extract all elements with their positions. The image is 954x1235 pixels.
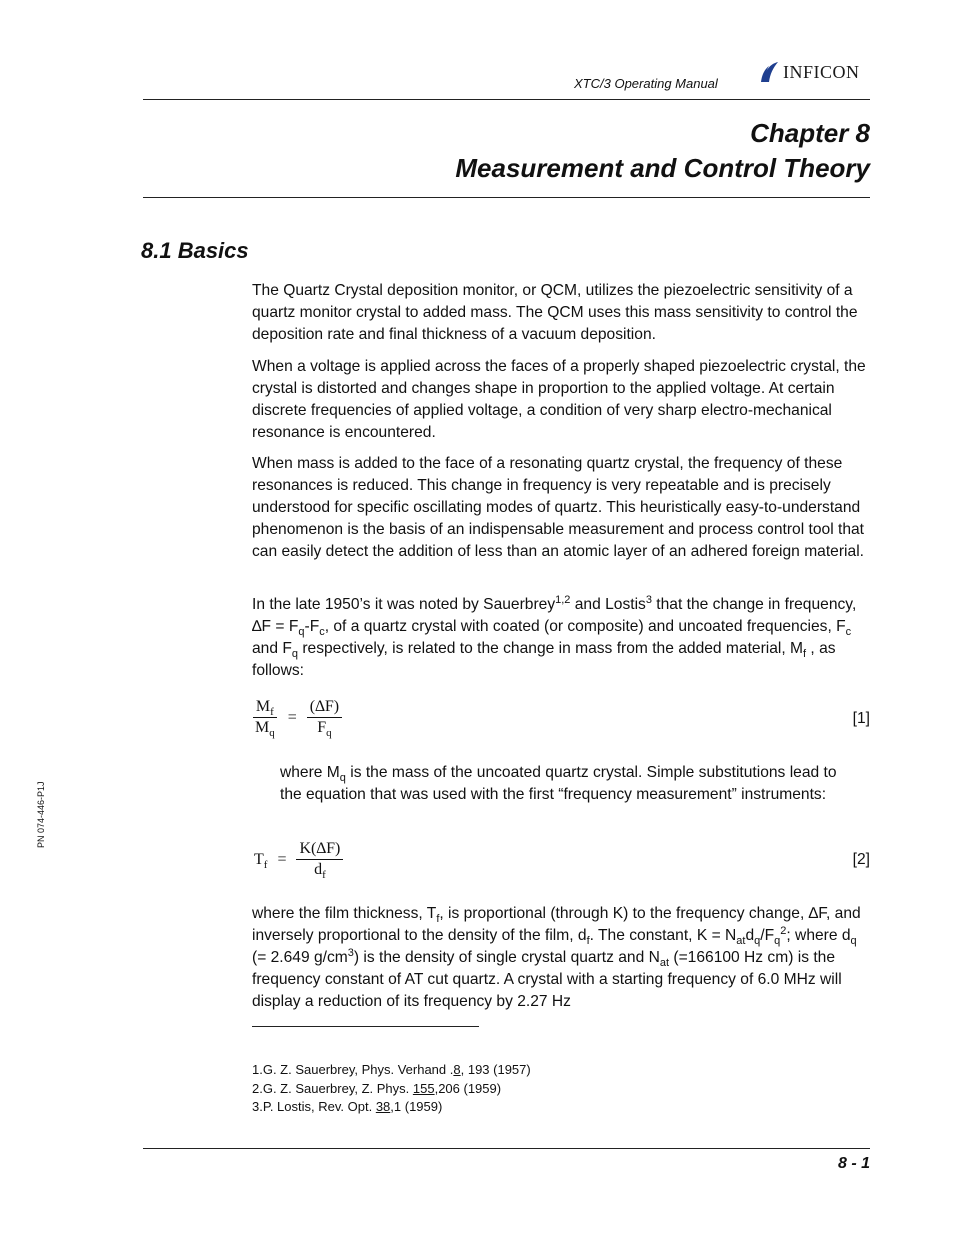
- footnote-1: 1.G. Z. Sauerbrey, Phys. Verhand .8, 193 (1957): [252, 1062, 531, 1077]
- section-heading: 8.1 Basics: [141, 238, 249, 263]
- manual-title: XTC/3 Operating Manual: [574, 76, 718, 91]
- footnote-3: 3.P. Lostis, Rev. Opt. 38,1 (1959): [252, 1099, 443, 1114]
- header-rule: [143, 99, 870, 100]
- equation-2-rhs: $\frac{K(\Delta F)}{d_f}$: [296, 840, 343, 879]
- footer-rule: [143, 1148, 870, 1149]
- paragraph-substitutions: where $M_q$ is the mass of the uncoated quartz crystal. Simple substitutions lead to the equation that was used with the first “frequency measurement” instruments:: [280, 764, 837, 803]
- paragraph-film-thickness: where the film thickness, $T_f$, is proportional (through K) to the frequency change, ∆F, and inversely proportional to the density of the film, $d_f$. The constant, $K = N_{at}d_q/F_q^2$; where $d_q$ (= 2.649 $g/cm^3$) is the density of single crystal quartz and $N_{at}$ (=166100 Hz cm) is the frequency constant of AT cut quartz. A crystal with a starting frequency of 6.0 MHz will display a reduction of its frequency by 2.27 Hz: [252, 905, 861, 1010]
- paragraph-qcm-intro: The Quartz Crystal deposition monitor, or QCM, utilizes the piezoelectric sensitivity of a quartz monitor crystal to added mass. The QCM uses this mass sensitivity to control the deposition rate and final thickness of a vacuum deposition.: [252, 282, 858, 343]
- inficon-logo-icon: [760, 60, 780, 84]
- logo-text: INFICON: [783, 61, 860, 82]
- part-number: PN 074-446-P1J: [36, 781, 46, 848]
- page-number: 8 - 1: [837, 1155, 870, 1172]
- equation-1-number: [1]: [852, 710, 870, 727]
- equation-2: $T_f$ = $\frac{K(\Delta F)}{d_f}$: [254, 840, 343, 879]
- paragraph-piezoelectric: When a voltage is applied across the faces of a properly shaped piezoelectric crystal, the crystal is distorted and changes shape in proportion to the applied voltage. At certain discrete frequencies of applied voltage, a condition of very sharp electro-mechanical resonance is encountered.: [252, 358, 866, 441]
- chapter-rule: [143, 197, 870, 198]
- footnote-2: 2.G. Z. Sauerbrey, Z. Phys. 155,206 (1959): [252, 1081, 502, 1096]
- chapter-title: Measurement and Control Theory: [455, 153, 870, 183]
- equation-1-lhs: $\frac{M_f}{M_q}$: [252, 698, 278, 737]
- equation-1: $\frac{M_f}{M_q}$ = $\frac{(\Delta F)}{F_q}$: [252, 698, 342, 737]
- equation-1-rhs: $\frac{(\Delta F)}{F_q}$: [307, 698, 342, 737]
- paragraph-mass-resonance: When mass is added to the face of a resonating quartz crystal, the frequency of these resonances is reduced. This change in frequency is very repeatable and is precisely understood for specific oscillating modes of quartz. This heuristically easy-to-understand phenomenon is the basis of an indispensable measurement and process control tool that can easily detect the addition of less than an atomic layer of an adhered foreign material.: [252, 455, 865, 560]
- paragraph-sauerbrey: In the late 1950’s it was noted by Sauerbrey$^{1,2}$ and Lostis$^3$ that the change in frequency, $\Delta F = F_q-F_c$, of a quartz crystal with coated (or composite) and uncoated frequencies, $F_c$ and $F_q$ respectively, is related to the change in mass from the added material, $M_f$ , as follows:: [252, 593, 857, 679]
- inficon-logo: [760, 60, 872, 84]
- equation-2-number: [2]: [852, 851, 870, 868]
- footnote-rule: [252, 1026, 479, 1027]
- chapter-number: Chapter 8: [750, 118, 870, 148]
